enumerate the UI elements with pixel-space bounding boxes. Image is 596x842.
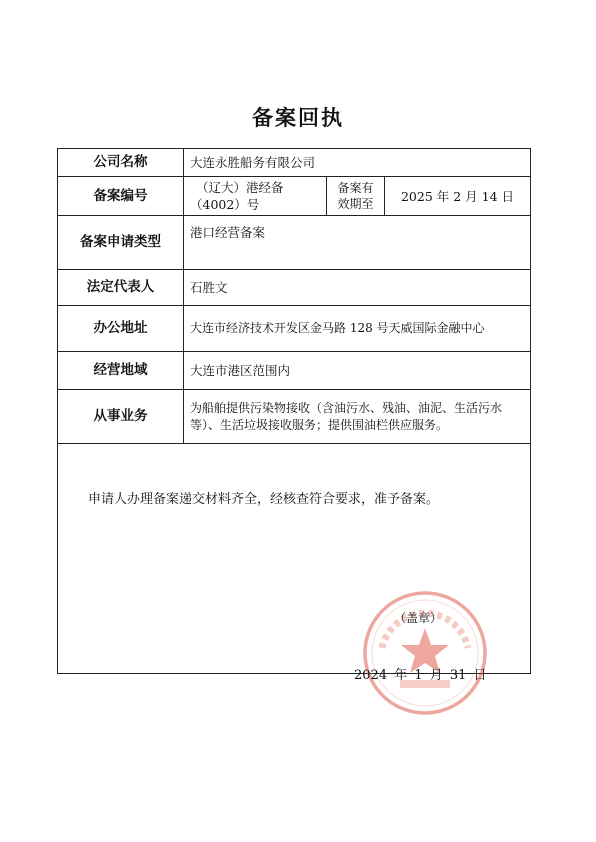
row-business xyxy=(58,390,531,444)
filing-no-label: 备案编号 xyxy=(58,177,184,216)
filing-no-line1: （辽大）港经备 xyxy=(196,180,284,195)
row-company xyxy=(58,149,531,177)
company-label: 公司名称 xyxy=(58,149,184,177)
row-type xyxy=(58,216,531,270)
row-area xyxy=(58,352,531,390)
company-value: 大连永胜船务有限公司 xyxy=(184,149,531,177)
valid-until-value: 2025 年 2 月 14 日 xyxy=(385,177,531,216)
official-seal-icon xyxy=(360,588,490,718)
area-label: 经营地域 xyxy=(58,352,184,390)
row-office xyxy=(58,306,531,352)
document-title: 备案回执 xyxy=(252,106,344,130)
seal-label: （盖章） xyxy=(394,611,443,625)
type-label: 备案申请类型 xyxy=(58,216,184,270)
filing-no-value xyxy=(184,177,327,216)
filing-no-line2: （4002）号 xyxy=(190,197,260,212)
area-value: 大连市港区范围内 xyxy=(184,352,531,390)
issue-date: 2024 年 1 月 31 日 xyxy=(354,668,487,683)
approval-statement: 申请人办理备案递交材料齐全，经核查符合要求，准予备案。 xyxy=(88,492,440,507)
type-value: 港口经营备案 xyxy=(184,216,531,270)
valid-until-label-line2: 效期至 xyxy=(337,197,374,211)
row-legal-rep xyxy=(58,270,531,306)
legal-rep-value: 石胜文 xyxy=(184,270,531,306)
legal-rep-label: 法定代表人 xyxy=(58,270,184,306)
business-label: 从事业务 xyxy=(58,390,184,444)
office-label: 办公地址 xyxy=(58,306,184,352)
office-value: 大连市经济技术开发区金马路 128 号天威国际金融中心 xyxy=(184,306,531,352)
valid-until-label-line1: 备案有 xyxy=(337,181,374,195)
business-value: 为船舶提供污染物接收（含油污水、残油、油泥、生活污水等）、生活垃圾接收服务；提供围油栏供应服务。 xyxy=(184,390,531,444)
row-filing-no xyxy=(58,177,531,216)
valid-until-label xyxy=(327,177,385,216)
